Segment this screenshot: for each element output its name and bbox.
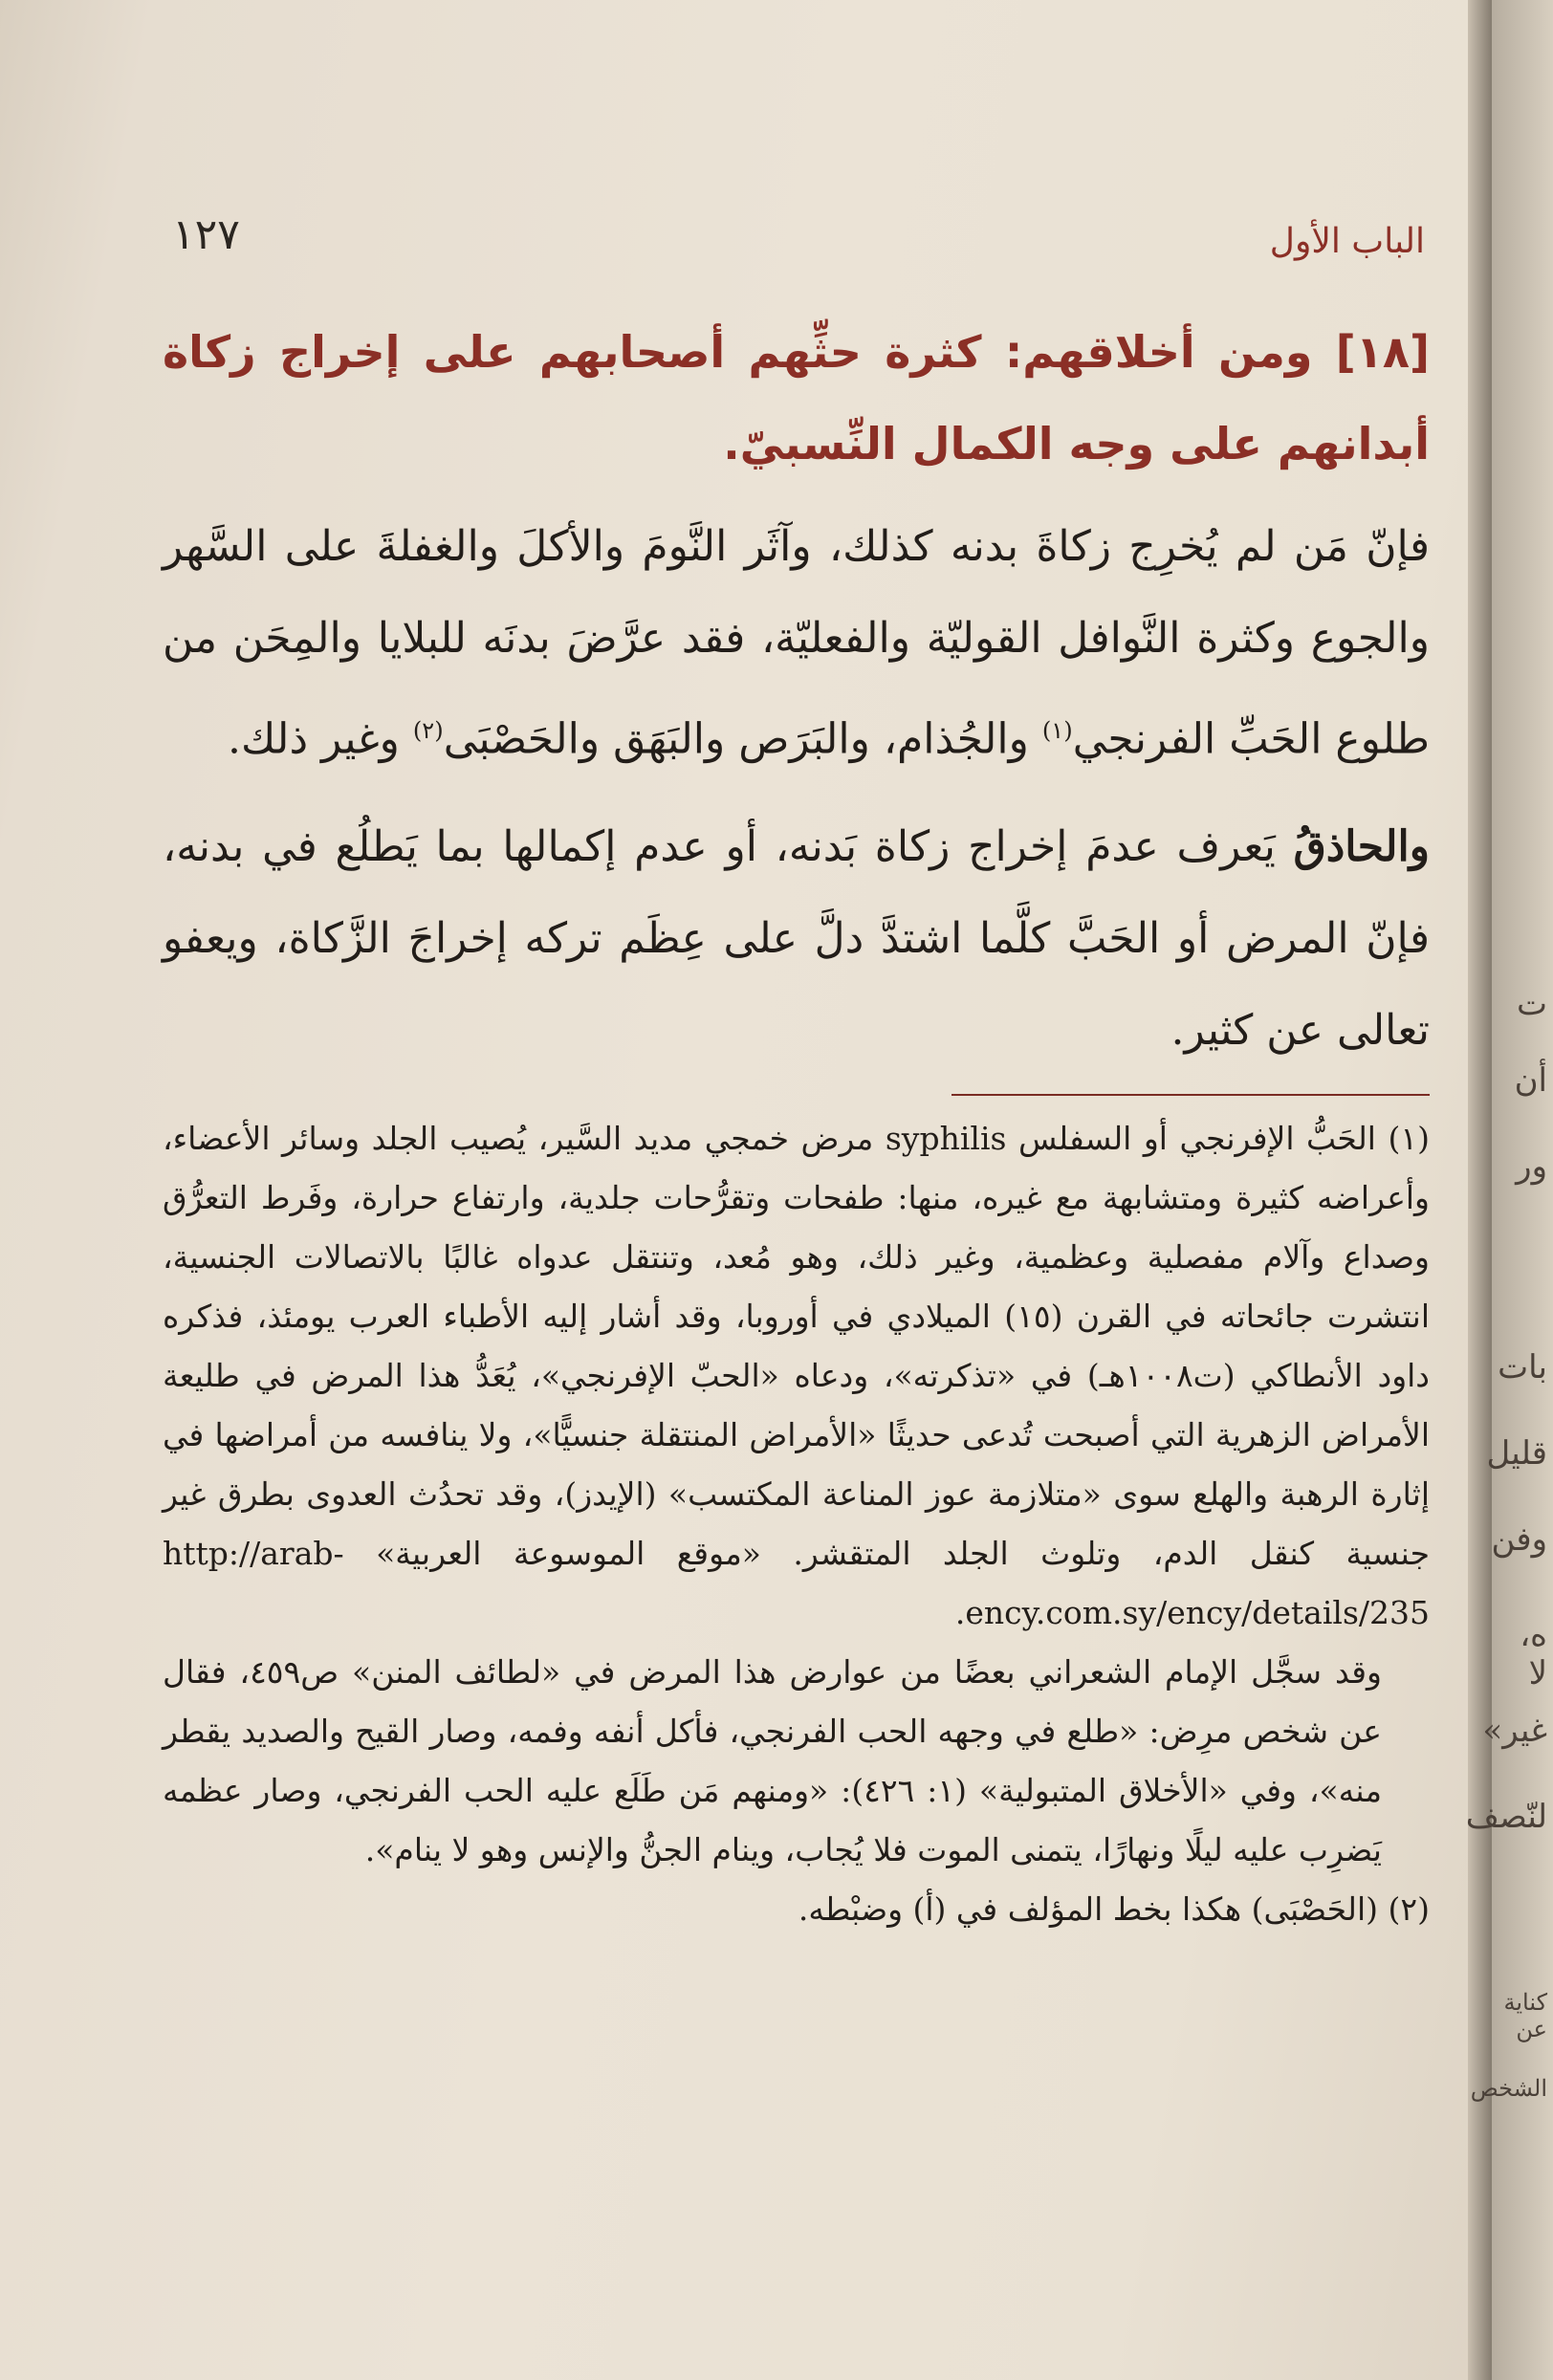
paragraph-2-lead: والحاذقُ xyxy=(1293,821,1430,871)
fragment: أن xyxy=(1514,1061,1547,1100)
footnote-1 xyxy=(163,1109,1430,1643)
footnote-1-marker: (١) xyxy=(1388,1119,1430,1157)
fragment: غير» xyxy=(1482,1712,1547,1750)
page-header xyxy=(172,210,1425,277)
fragment: بات xyxy=(1498,1348,1547,1387)
paragraph-1-part3: وغير ذلك. xyxy=(227,714,413,764)
paragraph-1-part1: فإنّ مَن لم يُخرِج زكاةَ بدنه كذلك، وآثَر النَّومَ والأكلَ والغفلةَ على السَّهر والجوع وكثرة النَّوافل القوليّة والفعليّة، فقد عرَّضَ بدنَه للبلايا والمِحَن من طلوع الحَبِّ الفرنجي xyxy=(163,522,1430,764)
fragment: لنّصف xyxy=(1465,1798,1547,1836)
paragraph-2 xyxy=(163,801,1430,1077)
footnote-2-marker: (٢) xyxy=(1388,1889,1430,1928)
fragment: قليل xyxy=(1486,1434,1547,1473)
next-page-edge xyxy=(1465,0,1553,2380)
fragment: ت xyxy=(1516,985,1547,1023)
section-heading: [١٨] ومن أخلاقهم: كثرة حثِّهم أصحابهم على إخراج زكاة أبدانهم على وجه الكمال النِّسبيّ. xyxy=(163,326,1430,469)
fragment: الشخص xyxy=(1470,2075,1547,2102)
footnote-1-body: الحَبُّ الإفرنجي أو السفلس syphilis مرض خمجي مديد السَّير، يُصيب الجلد وسائر الأعضاء، وأعراضه كثيرة ومتشابهة مع غيره، منها: طفحات وتقرُّحات جلدية، وارتفاع حرارة، وفَرط التعرُّق وصداع وآلام مفصلية وعظمية، وغير ذلك، وهو مُعد، وتنتقل عدواه غالبًا بالاتصالات الجنسية، انتشرت جائحاته في القرن (١٥) الميلادي في أوروبا، وقد أشار إليه الأطباء العرب يومئذ، فذكره داود الأنطاكي (ت١٠٠٨هـ) في «تذكرته»، ودعاه «الحبّ الإفرنجي»، يُعَدُّ هذا المرض في طليعة الأمراض الزهرية التي أصبحت تُدعى حديثًا «الأمراض المنتقلة جنسيًّا»، ولا ينافسه من أمراضها في إثارة الرهبة والهلع سوى «متلازمة عوز المناعة المكتسب» (الإيدز)، وقد تحدُث العدوى بطرق غير جنسية كنقل الدم، وتلوث الجلد المتقشر. «موقع الموسوعة العربية» http://arab-ency.com.sy/ency/details/235. xyxy=(163,1119,1430,1631)
fragment: ه، لا xyxy=(1520,1616,1547,1692)
footnotes xyxy=(163,1109,1430,1939)
fragment: كناية عن xyxy=(1503,1989,1547,2042)
page-content xyxy=(163,306,1430,1939)
footnote-ref-2[interactable]: (٢) xyxy=(412,717,444,744)
paragraph-1 xyxy=(163,501,1430,786)
footnote-1-continuation: وقد سجَّل الإمام الشعراني بعضًا من عوارض هذا المرض في «لطائف المنن» ص٤٥٩، فقال عن شخص مرِض: «طلع في وجهه الحب الفرنجي، فأكل أنفه وفمه، وصار القيح والصديد يقطر منه»، وفي «الأخلاق المتبولية» (١: ٤٢٦): «ومنهم مَن طَلَع عليه الحب الفرنجي، وصار عظمه يَضرِب عليه ليلًا ونهارًا، يتمنى الموت فلا يُجاب، وينام الجنُّ والإنس وهو لا ينام». xyxy=(163,1652,1383,1868)
page-number: ١٢٧ xyxy=(172,210,240,259)
paragraph-2-text: يَعرف عدمَ إخراج زكاة بَدنه، أو عدم إكمالها بما يَطلُع في بدنه، فإنّ المرض أو الحَبَّ كلَّما اشتدَّ دلَّ على عِظَم تركه إخراجَ الزَّكاة، ويعفو تعالى عن كثير. xyxy=(163,821,1430,1055)
footnote-2-body: (الحَصْبَى) هكذا بخط المؤلف في (أ) وضبْطه. xyxy=(798,1889,1379,1928)
chapter-title: الباب الأول xyxy=(1269,222,1425,261)
footnote-ref-1[interactable]: (١) xyxy=(1041,717,1073,744)
fragment: ور xyxy=(1516,1147,1547,1186)
paragraph-1-part2: والجُذام، والبَرَص والبَهَق والحَصْبَى xyxy=(443,714,1042,764)
footnote-divider xyxy=(951,1094,1430,1096)
footnote-2 xyxy=(163,1880,1430,1939)
fragment: وفن xyxy=(1491,1520,1547,1559)
